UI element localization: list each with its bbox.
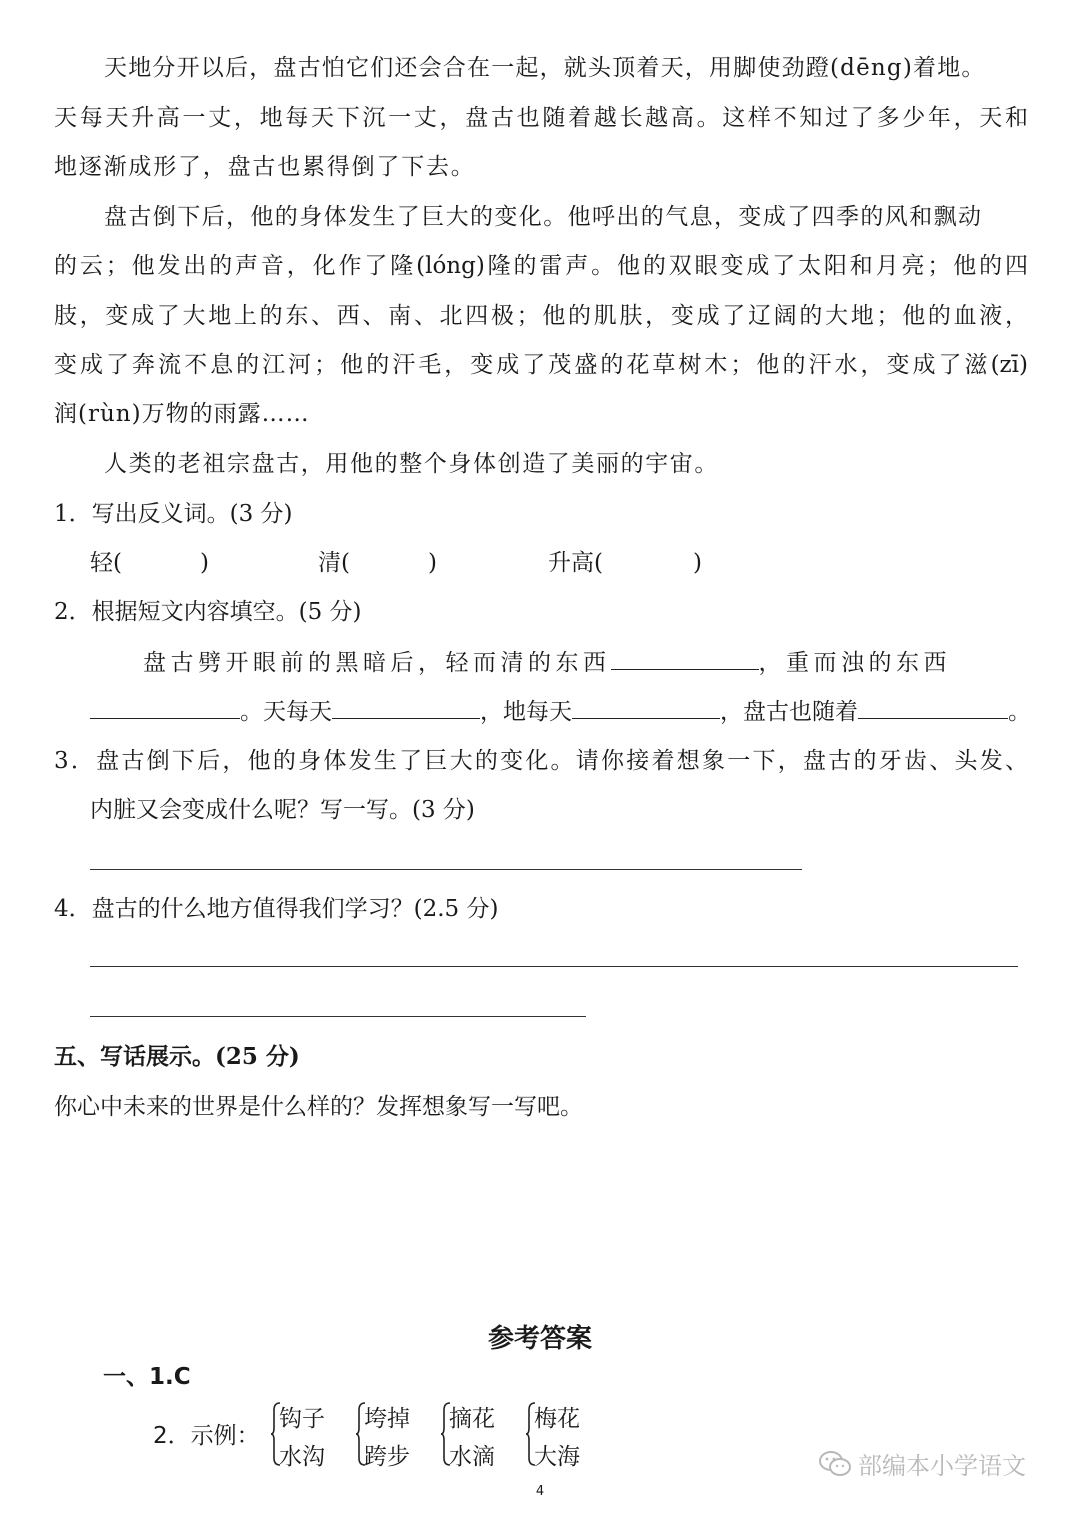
story-p2-line2: 的云；他发出的声音，化作了隆(lóng)隆的雷声。他的双眼变成了太阳和月亮；他的四	[54, 253, 1028, 279]
q1-item-3-close: )	[692, 550, 702, 576]
q2-line2-text-b: ，地每天	[480, 699, 572, 725]
q1-title: 1．写出反义词。(3 分)	[54, 501, 293, 527]
pair-word-bottom: 跨步	[364, 1444, 410, 1470]
answer-pair-3	[441, 1400, 521, 1470]
story-p2-line3: 肢，变成了大地上的东、西、南、北四极；他的肌肤，变成了辽阔的大地；他的血液，	[54, 303, 1028, 329]
story-p2-line4: 变成了奔流不息的江河；他的汗毛，变成了茂盛的花草树木；他的汗水，变成了滋(zī)	[54, 352, 1028, 378]
pair-word-bottom: 水沟	[279, 1444, 325, 1470]
answers-title: 参考答案	[487, 1324, 592, 1354]
answer-pair-4	[526, 1400, 606, 1470]
answer-1: 一、1.C	[103, 1364, 191, 1390]
q3-title-line1: 3．盘古倒下后，他的身体发生了巨大的变化。请你接着想象一下，盘古的牙齿、头发、	[54, 748, 1028, 774]
watermark-text: 部编本小学语文	[858, 1452, 1026, 1480]
q4-answer-line-1[interactable]	[90, 966, 1018, 967]
q1-item-2-label: 清(	[318, 550, 350, 576]
story-p1-line3: 地逐渐成形了，盘古也累得倒了下去。	[54, 154, 476, 180]
q1-item-1-label: 轻(	[90, 550, 122, 576]
q3-answer-line[interactable]	[90, 869, 802, 870]
story-p1-line1: 天地分开以后，盘古怕它们还会合在一起，就头顶着天，用脚使劲蹬(dēng)着地。	[104, 55, 986, 81]
section5-title: 五、写话展示。(25 分)	[54, 1043, 300, 1070]
answer-2-label: 2．示例：	[153, 1423, 260, 1449]
q2-line1	[143, 647, 951, 678]
section5-prompt: 你心中未来的世界是什么样的？发挥想象写一写吧。	[54, 1094, 583, 1120]
pair-word-top: 垮掉	[364, 1406, 410, 1432]
pair-word-top: 摘花	[449, 1406, 495, 1432]
pair-word-top: 钩子	[279, 1406, 325, 1432]
q2-blank-2[interactable]	[90, 696, 240, 719]
q2-blank-5[interactable]	[858, 696, 1008, 719]
watermark	[818, 1446, 1026, 1481]
q1-item-2[interactable]	[318, 548, 437, 578]
q2-line2-text-d: 。	[1008, 699, 1031, 725]
q1-item-3[interactable]	[548, 548, 702, 578]
q2-blank-1[interactable]	[611, 647, 759, 670]
answer-pair-1	[271, 1400, 351, 1470]
q4-answer-line-2[interactable]	[90, 1016, 586, 1017]
q2-line2-text-a: 。天每天	[240, 699, 332, 725]
story-p2-line1: 盘古倒下后，他的身体发生了巨大的变化。他呼出的气息，变成了四季的风和飘动	[104, 204, 983, 230]
story-p1-line2: 天每天升高一丈，地每天下沉一丈，盘古也随着越长越高。这样不知过了多少年，天和	[54, 105, 1028, 131]
q1-item-1[interactable]	[90, 548, 209, 578]
q2-line2	[90, 696, 1031, 727]
q4-title: 4．盘古的什么地方值得我们学习？(2.5 分)	[54, 896, 499, 922]
q2-line1-text-a: 盘古劈开眼前的黑暗后，轻而清的东西	[143, 650, 611, 676]
q1-item-2-close: )	[427, 550, 437, 576]
pair-word-top: 梅花	[534, 1406, 580, 1432]
wechat-icon	[818, 1450, 852, 1478]
pair-word-bottom: 大海	[534, 1444, 580, 1470]
story-p2-line5: 润(rùn)万物的雨露……	[54, 401, 310, 427]
page-number: 4	[535, 1484, 545, 1499]
pair-word-bottom: 水滴	[449, 1444, 495, 1470]
q2-title: 2．根据短文内容填空。(5 分)	[54, 599, 362, 625]
q2-blank-4[interactable]	[572, 696, 720, 719]
q2-line2-text-c: ，盘古也随着	[720, 699, 858, 725]
q2-blank-3[interactable]	[332, 696, 480, 719]
answer-pair-2	[356, 1400, 436, 1470]
q3-title-line2: 内脏又会变成什么呢？写一写。(3 分)	[90, 797, 475, 823]
story-p3: 人类的老祖宗盘古，用他的整个身体创造了美丽的宇宙。	[104, 451, 719, 477]
q1-item-1-close: )	[199, 550, 209, 576]
q1-item-3-label: 升高(	[548, 550, 603, 576]
q2-line1-text-b: ，重而浊的东西	[758, 650, 951, 676]
